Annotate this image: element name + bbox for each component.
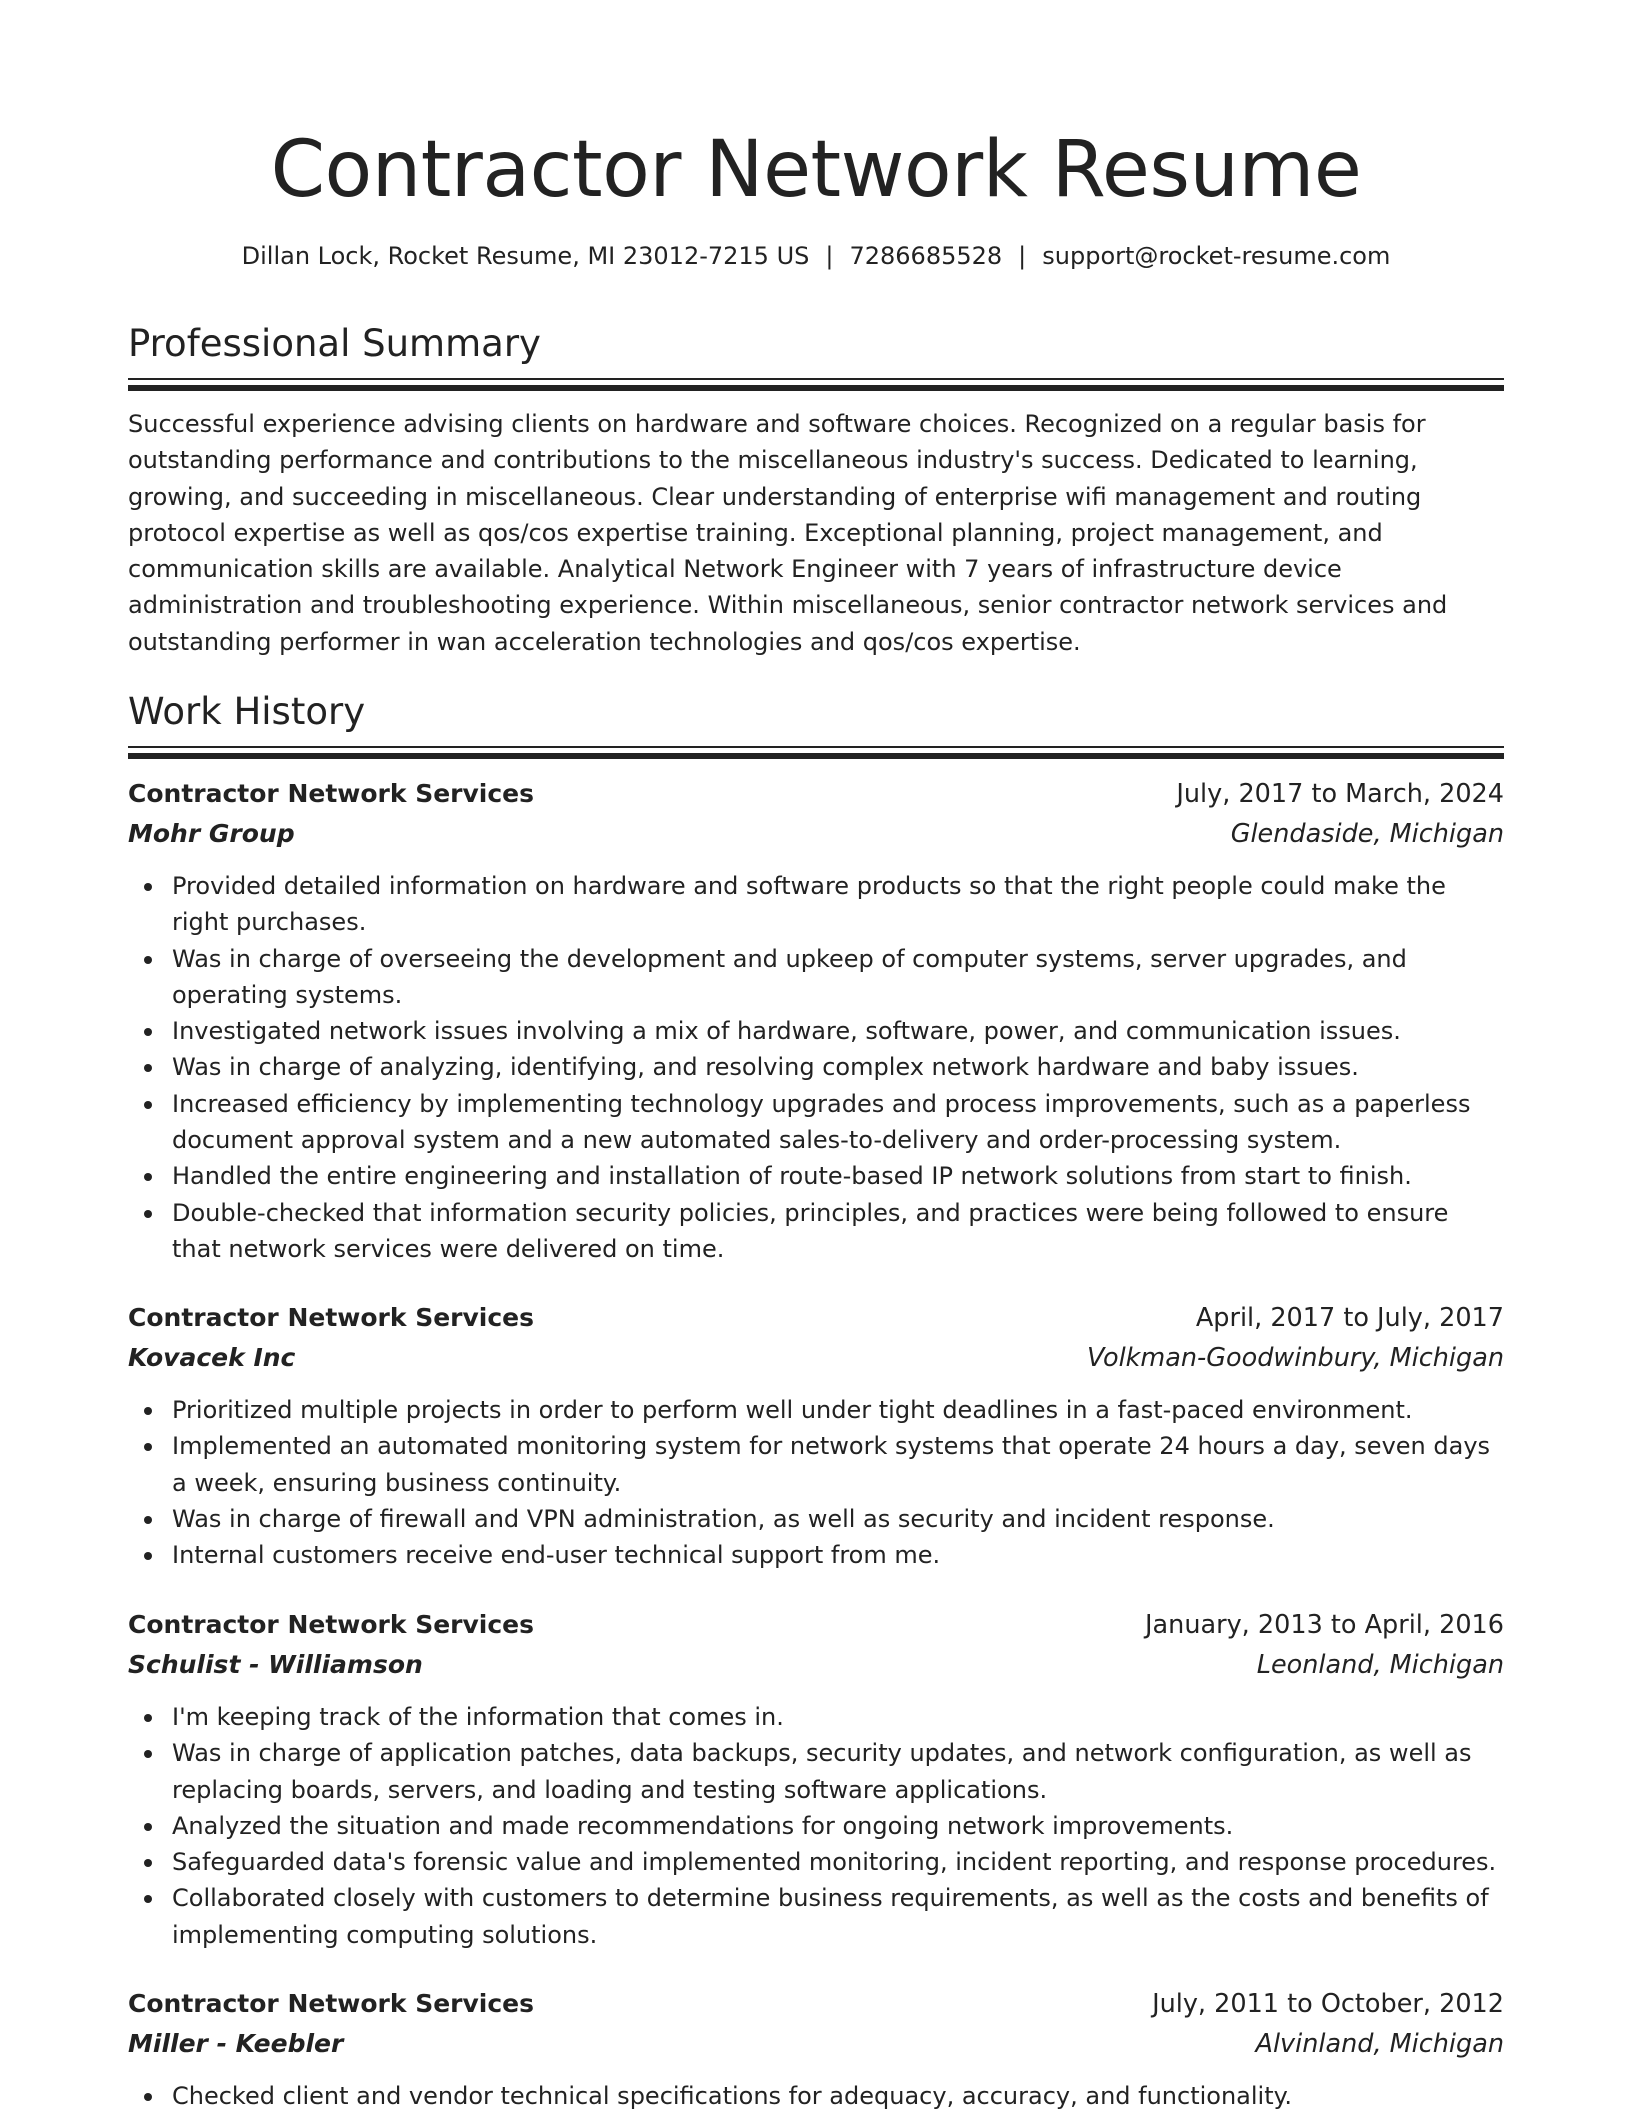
bullet-icon (144, 1516, 152, 1524)
list-item (128, 1392, 1504, 1428)
job-dates: July, 2017 to March, 2024 (1176, 779, 1504, 809)
bullet-text: Was in charge of analyzing, identifying, and resolving complex network hardware and baby issues. (172, 1053, 1359, 1082)
job-title: Contractor Network Services (128, 1610, 535, 1639)
bullet-text: Collaborated closely with customers to determine business requirements, as well as the costs and benefits of implementing computing solutions. (172, 1884, 1489, 1949)
bullet-icon (144, 1210, 152, 1218)
job-bullet-list (128, 1392, 1504, 1573)
bullet-icon (144, 1750, 152, 1758)
contact-separator: | (825, 242, 834, 270)
list-item (128, 1428, 1504, 1501)
job-header-row (128, 774, 1504, 814)
list-item (128, 1537, 1504, 1573)
bullet-icon (144, 1173, 152, 1181)
bullet-icon (144, 1859, 152, 1867)
bullet-icon (144, 956, 152, 964)
list-item (128, 941, 1504, 1014)
job-dates: July, 2011 to October, 2012 (1152, 1989, 1504, 2019)
bullet-icon (144, 1552, 152, 1560)
job-title: Contractor Network Services (128, 779, 535, 808)
bullet-text: Increased efficiency by implementing technology upgrades and process improvements, such as a paperless document approval system and a new automated sales-to-delivery and order-processing system. (172, 1089, 1471, 1155)
bullet-text: Provided detailed information on hardware and software products so that the right people could make the right purchases. (172, 872, 1446, 937)
bullet-text: Double-checked that information security policies, principles, and practices were being followed to ensure that network services were delivered on time. (172, 1198, 1449, 1263)
bullet-icon (144, 1443, 152, 1451)
list-item (128, 1013, 1504, 1049)
job-header-row (128, 1984, 1504, 2024)
bullet-text: Was in charge of application patches, data backups, security updates, and network configuration, as well as replacing boards, servers, and loading and testing software applications. (172, 1739, 1472, 1804)
job-employer: Kovacek Inc (128, 1343, 296, 1372)
job-location: Alvinland, Michigan (1255, 2029, 1504, 2059)
list-item (128, 1844, 1504, 1880)
contact-line (128, 238, 1504, 274)
list-item (128, 1880, 1504, 1953)
bullet-icon (144, 1101, 152, 1109)
job-bullet-list (128, 1699, 1504, 1953)
job-title: Contractor Network Services (128, 1303, 535, 1332)
resume-title: Contractor Network Resume (270, 125, 1362, 215)
job-entry (128, 774, 1504, 1267)
contact-address: Dillan Lock, Rocket Resume, MI 23012-7215 US (241, 242, 810, 270)
bullet-text: Prioritized multiple projects in order to perform well under tight deadlines in a fast-paced environment. (172, 1396, 1413, 1424)
list-item (128, 1158, 1504, 1194)
bullet-text: Investigated network issues involving a mix of hardware, software, power, and communication issues. (172, 1017, 1401, 1046)
bullet-text: Safeguarded data's forensic value and implemented monitoring, incident reporting, and response procedures. (172, 1848, 1497, 1877)
job-title: Contractor Network Services (128, 1989, 535, 2018)
section-divider (128, 746, 1504, 760)
list-item (128, 1735, 1504, 1808)
bullet-text: Was in charge of overseeing the development and upkeep of computer systems, server upgrades, and operating systems. (172, 944, 1407, 1009)
job-employer: Mohr Group (128, 819, 295, 848)
job-dates: April, 2017 to July, 2017 (1195, 1303, 1504, 1333)
contact-email: support@rocket-resume.com (1042, 242, 1391, 270)
list-item (128, 1195, 1504, 1268)
job-dates: January, 2013 to April, 2016 (1145, 1610, 1504, 1640)
bullet-icon (144, 1823, 152, 1831)
contact-phone: 7286685528 (849, 242, 1003, 270)
job-location: Leonland, Michigan (1256, 1650, 1504, 1680)
job-entry (128, 1984, 1504, 2114)
bullet-text: I'm keeping track of the information that comes in. (172, 1703, 784, 1731)
job-entry (128, 1605, 1504, 1953)
job-header-row (128, 1605, 1504, 1645)
section-divider (128, 378, 1504, 392)
list-item (128, 1049, 1504, 1085)
list-item (128, 1086, 1504, 1159)
job-employer-row (128, 814, 1504, 854)
job-entry (128, 1298, 1504, 1573)
bullet-text: Handled the entire engineering and installation of route-based IP network solutions from start to finish. (172, 1162, 1412, 1191)
job-bullet-list (128, 868, 1504, 1267)
job-header-row (128, 1298, 1504, 1338)
job-employer-row (128, 1645, 1504, 1685)
bullet-icon (144, 1895, 152, 1903)
bullet-icon (144, 2093, 152, 2101)
bullet-text: Implemented an automated monitoring system for network systems that operate 24 hours a day, seven days a week, ensuring business continuity. (172, 1432, 1491, 1497)
summary-heading: Professional Summary (128, 322, 541, 365)
job-employer: Schulist - Williamson (128, 1650, 423, 1679)
bullet-icon (144, 883, 152, 891)
job-bullet-list (128, 2078, 1504, 2114)
job-employer-row (128, 1338, 1504, 1378)
job-employer: Miller - Keebler (128, 2029, 344, 2058)
bullet-text: Was in charge of firewall and VPN administration, as well as security and incident response. (172, 1504, 1275, 1533)
resume-page (128, 0, 1504, 2112)
job-employer-row (128, 2024, 1504, 2064)
job-location: Volkman-Goodwinbury, Michigan (1087, 1343, 1504, 1373)
bullet-icon (144, 1028, 152, 1036)
bullet-icon (144, 1714, 152, 1722)
job-location: Glendaside, Michigan (1230, 819, 1504, 849)
bullet-text: Internal customers receive end-user technical support from me. (172, 1541, 941, 1570)
bullet-text: Analyzed the situation and made recommendations for ongoing network improvements. (172, 1811, 1234, 1840)
list-item (128, 868, 1504, 941)
bullet-text: Checked client and vendor technical specifications for adequacy, accuracy, and functionality. (172, 2082, 1293, 2110)
bullet-icon (144, 1407, 152, 1415)
contact-separator: | (1018, 242, 1027, 270)
list-item (128, 1699, 1504, 1735)
summary-text: Successful experience advising clients on hardware and software choices. Recognized on a regular basis for outstanding performance and contributions to the miscellaneous industry's success. Dedicated to learning, growing, and succeeding in miscellaneous. Clear understanding of enterprise wifi management and routing protocol expertise as well as qos/cos expertise training. Exceptional planning, project management, and communication skills are available. Analytical Network Engineer with 7 years of infrastructure device administration and troubleshooting experience. Within miscellaneous, senior contractor network services and outstanding performer in wan acceleration technologies and qos/cos expertise. (128, 410, 1448, 656)
work-history-heading: Work History (128, 690, 366, 733)
list-item (128, 1501, 1504, 1537)
list-item (128, 1808, 1504, 1844)
list-item (128, 2078, 1504, 2114)
bullet-icon (144, 1064, 152, 1072)
